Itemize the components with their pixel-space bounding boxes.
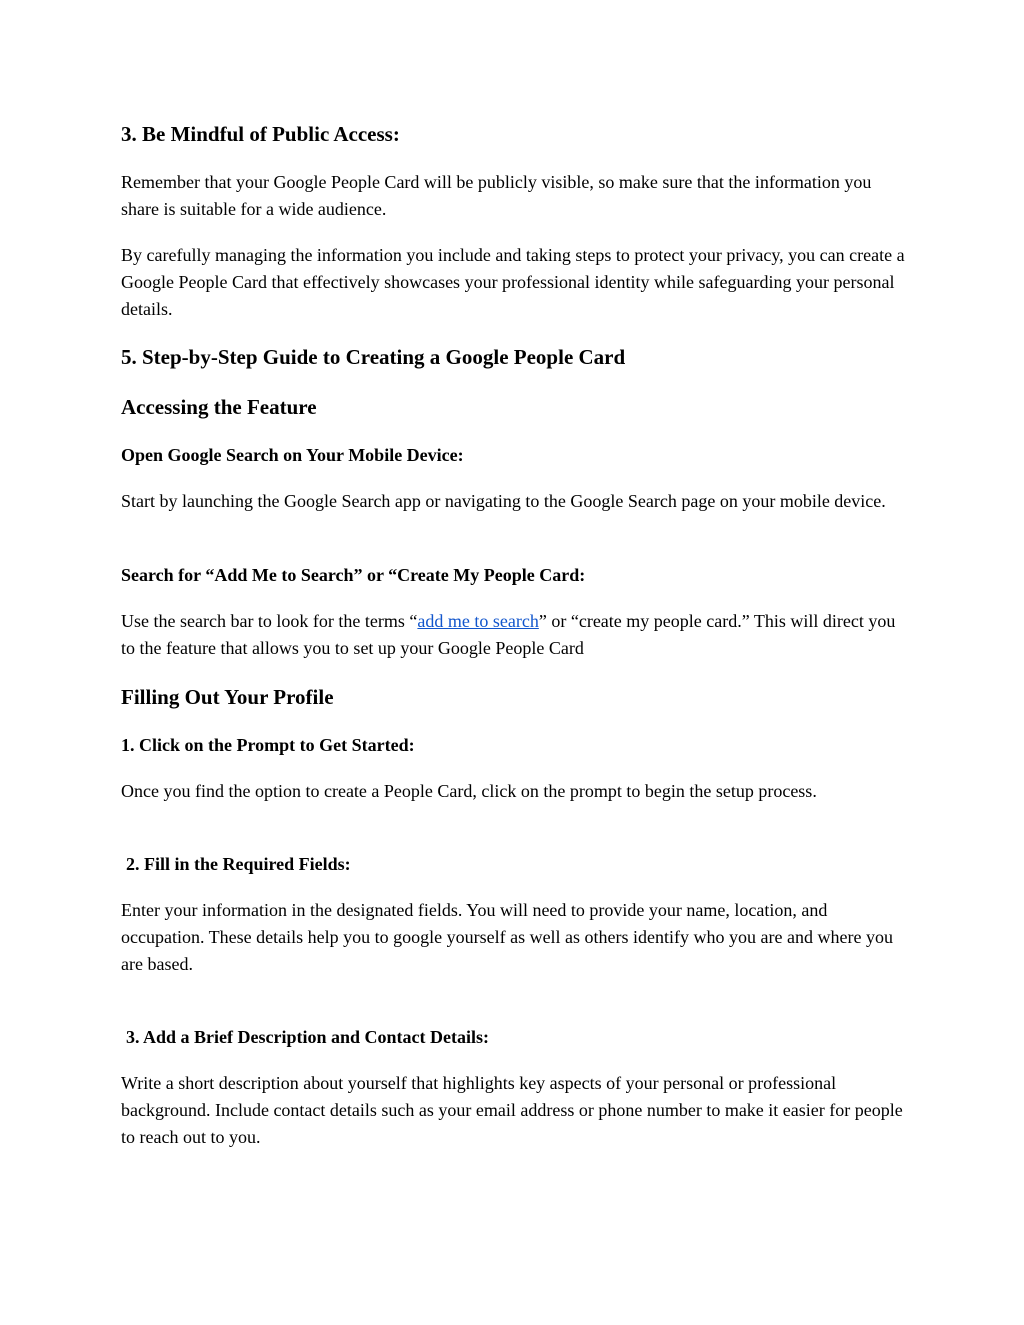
paragraph-search-terms — [121, 608, 911, 662]
heading-step-3-description: 3. Add a Brief Description and Contact Details: — [126, 1027, 489, 1047]
heading-step-2-required-fields: 2. Fill in the Required Fields: — [126, 854, 351, 874]
paragraph-step-1: Once you find the option to create a People Card, click on the prompt to begin the setup process. — [121, 781, 817, 801]
search-text-before: Use the search bar to look for the terms “ — [121, 611, 418, 631]
heading-filling-out-profile: Filling Out Your Profile — [121, 685, 334, 709]
heading-search-for-add-me: Search for “Add Me to Search” or “Create My People Card: — [121, 565, 586, 585]
heading-public-access: 3. Be Mindful of Public Access: — [121, 122, 400, 146]
paragraph-step-2: Enter your information in the designated fields. You will need to provide your name, location, and occupation. These details help you to google yourself as well as others identify who you are and where you are based. — [121, 900, 893, 974]
add-me-to-search-link[interactable]: add me to search — [417, 611, 539, 631]
heading-accessing-feature: Accessing the Feature — [121, 395, 317, 419]
heading-step-by-step-guide: 5. Step-by-Step Guide to Creating a Google People Card — [121, 345, 626, 369]
heading-open-google-search: Open Google Search on Your Mobile Device: — [121, 445, 464, 465]
heading-step-1-click-prompt: 1. Click on the Prompt to Get Started: — [121, 735, 415, 755]
paragraph-privacy-summary: By carefully managing the information you include and taking steps to protect your privacy, you can create a Google People Card that effectively showcases your professional identity while safeguarding your personal details. — [121, 245, 905, 319]
search-text-after: ” or “create my people card.” This will direct you to the feature that allows you to set up your Google People Card — [121, 611, 896, 658]
paragraph-public-visibility: Remember that your Google People Card will be publicly visible, so make sure that the information you share is suitable for a wide audience. — [121, 172, 872, 219]
paragraph-step-3: Write a short description about yourself that highlights key aspects of your personal or professional background. Include contact details such as your email address or phone number to make it easier for people to reach out to you. — [121, 1073, 903, 1147]
paragraph-open-google-search: Start by launching the Google Search app or navigating to the Google Search page on your mobile device. — [121, 491, 886, 511]
